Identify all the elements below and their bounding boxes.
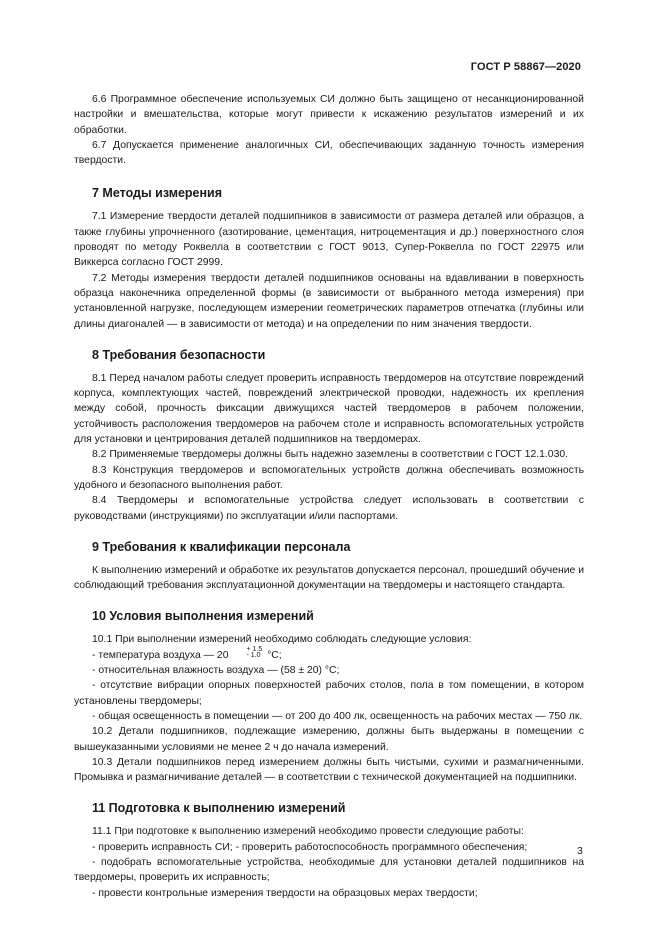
paragraph-10-3: 10.3 Детали подшипников перед измерением должны быть чистыми, сухими и размагниченными. Промывка и размагничивание деталей — в соответствии с технической документацией на подшипники. — [74, 756, 584, 784]
condition-humidity: - относительная влажность воздуха — (58 ± 20) °С; — [92, 665, 340, 677]
work-check-si: - проверить исправность СИ; - проверить работоспособность программного обеспечения; — [92, 841, 528, 853]
condition-vibration: - отсутствие вибрации опорных поверхностей рабочих столов, пола в том помещении, в котором установлены твердомеры; — [74, 680, 584, 707]
section-heading-10: 10 Условия выполнения измерений — [92, 609, 314, 624]
temperature-unit: °С; — [264, 649, 282, 661]
work-select-devices: - подобрать вспомогательные устройства, необходимые для установки деталей подшипников на твердомеры, проверить их исправность; — [74, 856, 584, 884]
paragraph-6-6: 6.6 Программное обеспечение используемых СИ должно быть защищено от несанкционированной настройки и вмешательства, которые могут привести к искажению результатов измерений и их обработки. — [74, 94, 584, 136]
section-heading-7: 7 Методы измерения — [92, 186, 223, 201]
page-number: 3 — [577, 845, 583, 857]
paragraph-9: К выполнению измерений и обработке их результатов допускается персонал, прошедший обучение и соблюдающий требования эксплуатационной документации на твердомеры и настоящего стандарта. — [74, 564, 584, 592]
condition-temperature — [74, 645, 584, 663]
paragraph-8-1: 8.1 Перед началом работы следует проверить исправность твердомеров на отсутствие повреждений корпуса, комплектующих частей, повреждений электрической проводки, надежность их крепления между собой, прочность фиксации движущихся частей твердомеров в рабочем положении, устойчивость расположения твердомеров на рабочем столе и исправность вспомогательных устройств для установки и центрирования деталей подшипников на твердомерах. — [74, 372, 584, 446]
section-heading-11: 11 Подготовка к выполнению измерений — [92, 801, 346, 816]
paragraph-10-1: 10.1 При выполнении измерений необходимо соблюдать следующие условия: — [92, 634, 472, 646]
paragraph-11-1: 11.1 При подготовке к выполнению измерений необходимо провести следующие работы: — [92, 826, 524, 838]
temperature-tolerance — [228, 647, 262, 659]
paragraph-8-2: 8.2 Применяемые твердомеры должны быть надежно заземлены в соответствии с ГОСТ 12.1.030. — [92, 449, 569, 461]
document-id-header: ГОСТ Р 58867—2020 — [470, 61, 581, 73]
paragraph-6-7: 6.7 Допускается применение аналогичных СИ, обеспечивающих заданную точность измерения твердости. — [74, 139, 584, 167]
temperature-text: - температура воздуха — 20 — [92, 649, 229, 661]
work-control-measurements: - провести контрольные измерения твердости на образцовых мерах твердости; — [92, 887, 478, 899]
document-body — [74, 92, 584, 901]
paragraph-7-1: 7.1 Измерение твердости деталей подшипников в зависимости от размера деталей или образцов, а также глубины упрочненного (азотирование, цементация, нитроцементация и др.) поверхностного слоя проводят по методу Роквелла в соответствии с ГОСТ 9013, Супер-Роквелла по ГОСТ 22975 или Виккерса согласно ГОСТ 2999. — [74, 211, 584, 269]
tolerance-lower: - 1.0 — [246, 651, 261, 659]
paragraph-10-2: 10.2 Детали подшипников, подлежащие измерению, должны быть выдержаны в помещении с вышеуказанными условиями не менее 2 ч до начала измерений. — [74, 726, 584, 753]
paragraph-8-3: 8.3 Конструкция твердомеров и вспомогательных устройств должна обеспечивать возможность удобного и безопасного выполнения работ. — [74, 464, 584, 491]
tolerance-upper: + 1.5 — [246, 645, 263, 653]
paragraph-7-2: 7.2 Методы измерения твердости деталей подшипников основаны на вдавливании в поверхность образца наконечника определенной формы (в зависимости от выбранного метода измерения) при установленной нагрузке, последующем измерении геометрических параметров отпечатка (глубины или длины диагоналей — в зависимости от метода) и на определении по ним значения твердости. — [74, 272, 584, 330]
section-heading-9: 9 Требования к квалификации персонала — [92, 539, 351, 554]
section-heading-8: 8 Требования безопасности — [92, 347, 266, 362]
paragraph-8-4: 8.4 Твердомеры и вспомогательные устройства следует использовать в соответствии с руководствами (инструкциями) по эксплуатации и/или паспортами. — [74, 495, 584, 522]
condition-illumination: - общая освещенность в помещении — от 200 до 400 лк, освещенность на рабочих местах — 750 лк. — [92, 710, 583, 722]
